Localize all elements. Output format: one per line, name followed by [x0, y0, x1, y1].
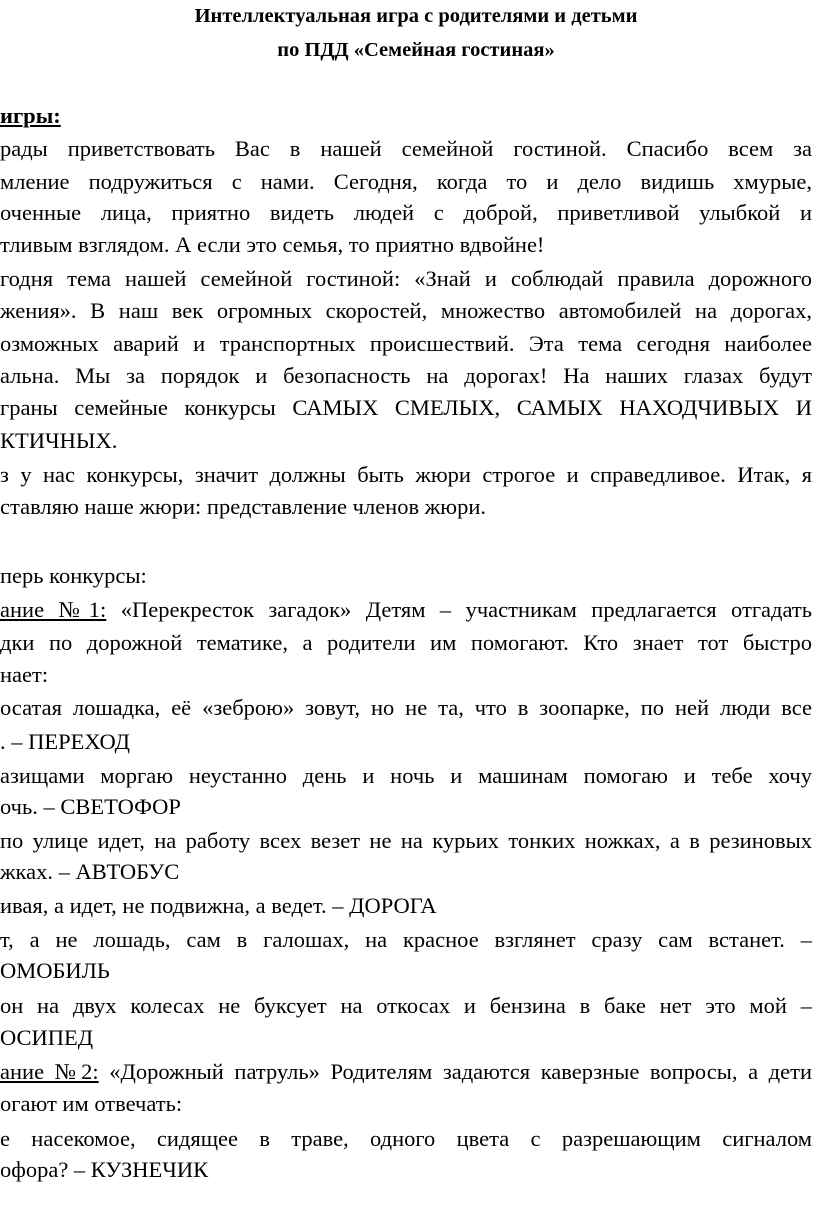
- body-line: [0, 858, 812, 885]
- body-line: [0, 762, 812, 789]
- body-line-text: альна. Мы за порядок и безопасность на дорогах! На наших глазах будут: [0, 363, 812, 388]
- body-line-text: тливым взглядом. А если это семья, то приятно вдвойне!: [0, 232, 545, 257]
- body-line-text: . – ПЕРЕХОД: [0, 729, 130, 754]
- body-line-text: жках. – АВТОБУС: [0, 859, 180, 884]
- body-line: [0, 297, 812, 324]
- body-line-text: ставляю наше жюри: представление членов жюри.: [0, 494, 486, 519]
- body-line: [0, 596, 812, 623]
- body-line-text: КТИЧНЫХ.: [0, 428, 118, 453]
- body-line: [0, 493, 812, 520]
- body-line: [0, 427, 812, 454]
- body-line: [0, 394, 812, 421]
- body-line-text: з у нас конкурсы, значит должны быть жюри строгое и справедливое. Итак, я: [0, 462, 812, 487]
- body-line-text: ОМОБИЛЬ: [0, 958, 110, 983]
- body-line-text: озможных аварий и транспортных происшествий. Эта тема сегодня наиболее: [0, 331, 812, 356]
- body-line: [0, 330, 812, 357]
- body-line: [0, 562, 812, 589]
- body-line: [0, 199, 812, 226]
- body-line: [0, 661, 812, 688]
- body-line-text: т, а не лошадь, сам в галошах, на красное взглянет сразу сам встанет. –: [0, 927, 812, 952]
- body-line-text: «Перекресток загадок» Детям – участникам предлагается отгадать: [106, 597, 812, 622]
- body-line-text: е насекомое, сидящее в траве, одного цвета с разрешающим сигналом: [0, 1126, 812, 1151]
- body-line-text: азищами моргаю неустанно день и ночь и машинам помогаю и тебе хочу: [0, 763, 812, 788]
- body-line-text: нает:: [0, 662, 49, 687]
- body-line-text: рады приветствовать Вас в нашей семейной гостиной. Спасибо всем за: [0, 136, 812, 161]
- body-line: [0, 694, 812, 721]
- body-line: [0, 629, 812, 656]
- body-line: [0, 135, 812, 162]
- body-line-text: осатая лошадка, её «зеброю» зовут, но не та, что в зоопарке, по ней люди все: [0, 695, 812, 720]
- body-line: [0, 793, 812, 820]
- body-line: [0, 1024, 812, 1051]
- body-line-text: он на двух колесах не буксует на откосах и бензина в баке нет это мой –: [0, 993, 812, 1018]
- body-line: [0, 1090, 812, 1117]
- body-line-text: мление подружиться с нами. Сегодня, когда то и дело видишь хмурые,: [0, 169, 812, 194]
- body-line-text: огают им отвечать:: [0, 1091, 183, 1116]
- body-line-text: по улице идет, на работу всех везет не на курьих тонких ножках, а в резиновых: [0, 828, 812, 853]
- body-line-text: очь. – СВЕТОФОР: [0, 794, 181, 819]
- body-line-text: годня тема нашей семейной гостиной: «Знай и соблюдай правила дорожного: [0, 266, 812, 291]
- course-heading: [0, 102, 812, 129]
- body-line-text: «Дорожный патруль» Родителям задаются каверзные вопросы, а дети: [98, 1059, 812, 1084]
- body-line: [0, 1058, 812, 1085]
- body-line: [0, 827, 812, 854]
- body-line: [0, 957, 812, 984]
- body-line-text: перь конкурсы:: [0, 563, 147, 588]
- body-line: [0, 728, 812, 755]
- document-title-line-1: Интеллектуальная игра с родителями и детьми: [194, 5, 638, 27]
- body-line: [0, 992, 812, 1019]
- body-line: [0, 231, 812, 258]
- course-heading-text: игры:: [0, 103, 61, 128]
- body-line: [0, 362, 812, 389]
- body-line-text: дки по дорожной тематике, а родители им помогают. Кто знает тот быстро: [0, 630, 812, 655]
- body-line-text: оченные лица, приятно видеть людей с доброй, приветливой улыбкой и: [0, 200, 812, 225]
- body-line-text: ОСИПЕД: [0, 1025, 94, 1050]
- body-line: [0, 168, 812, 195]
- body-line: [0, 265, 812, 292]
- body-line: [0, 1125, 812, 1152]
- body-line-text: граны семейные конкурсы САМЫХ СМЕЛЫХ, САМЫХ НАХОДЧИВЫХ И: [0, 395, 812, 420]
- body-line-text: жения». В наш век огромных скоростей, множество автомобилей на дорогах,: [0, 298, 812, 323]
- body-line: [0, 892, 812, 919]
- document-title-line-2: по ПДД «Семейная гостиная»: [277, 39, 555, 61]
- body-line: [0, 461, 812, 488]
- task-label: ание №2:: [0, 1059, 99, 1084]
- body-line-text: офора? – КУЗНЕЧИК: [0, 1157, 209, 1182]
- task-label: ание №1:: [0, 597, 107, 622]
- body-line: [0, 926, 812, 953]
- body-line-text: ивая, а идет, не подвижна, а ведет. – ДОРОГА: [0, 893, 437, 918]
- body-line: [0, 1156, 812, 1183]
